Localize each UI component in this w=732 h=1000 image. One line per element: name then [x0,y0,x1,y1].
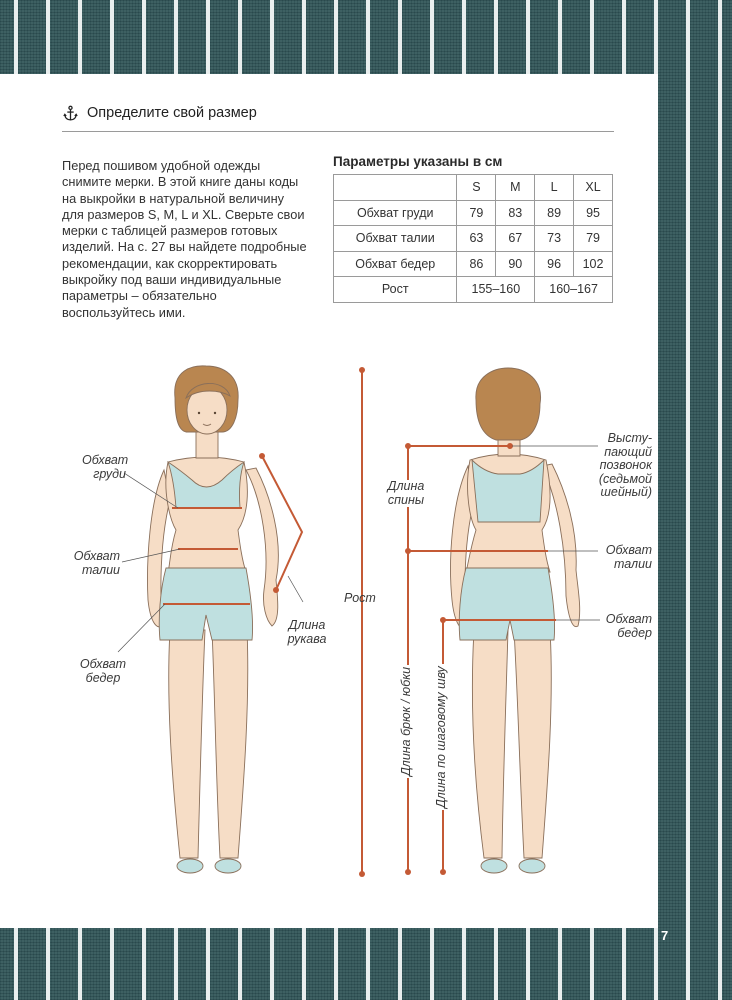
height-label: Рост [344,591,376,605]
hip-label [78,658,128,685]
back-waist-label [600,544,652,571]
row-label-waist: Обхват талии [334,226,457,252]
bust-label-line-2: груди [93,466,126,481]
section-title: Определите свой размер [87,105,257,121]
hip-label-line-1: Обхват [79,657,127,671]
table-cell: 73 [535,226,574,252]
size-table-title: Параметры указаны в см [333,154,503,169]
intro-paragraph: Перед пошивом удобной одежды снимите мерки. В этой книге даны коды на выкройки в натуральной величину для размеров S, M, L и XL. Сверьте свои мерки с таблицей размеров готовых изделий. На с. 27 вы найдете подробные рекомендации, как скорректировать выкройку под ваши индивидуальные параметры – обязательно воспользуйтесь ими. [62,158,307,320]
table-cell: 86 [457,251,496,277]
page-number: 7 [661,928,669,943]
row-label-hips: Обхват бедер [334,251,457,277]
row-label-height: Рост [334,277,457,303]
trousers-length-label: Длина брюк / юбки [399,666,413,776]
table-cell: 90 [496,251,535,277]
size-header-s: S [457,175,496,201]
table-cell: 79 [574,226,613,252]
back-length-label-line-1: Длина [387,479,425,493]
vertebra-label-line-1: Высту- [607,431,652,445]
back-waist-label-line-1: Обхват [605,543,652,557]
vertebra-label [596,432,652,500]
back-hip-label [600,613,652,640]
table-cell: 83 [496,200,535,226]
sleeve-label-line-1: Длина [288,618,326,632]
sleeve-label-line-2: рукава [287,631,327,646]
front-figure [148,366,279,873]
table-cell: 102 [574,251,613,277]
sleeve-label [284,619,330,646]
inseam-label: Длина по шаговому шву [434,666,448,808]
waist-label-line-1: Обхват [73,549,120,563]
middle-measure-lines [359,367,446,877]
table-cell: 95 [574,200,613,226]
table-cell: 79 [457,200,496,226]
waist-label [70,550,120,577]
table-cell-height-sm: 155–160 [457,277,535,303]
back-length-label [383,480,429,507]
hip-label-line-2: бедер [85,670,121,685]
table-cell: 89 [535,200,574,226]
vertebra-label-line-5: шейный) [600,485,652,499]
table-cell: 96 [535,251,574,277]
row-label-bust: Обхват груди [334,200,457,226]
vertebra-label-line-4: (седьмой [598,471,652,486]
size-header-xl: XL [574,175,613,201]
size-header-m: M [496,175,535,201]
size-header-l: L [535,175,574,201]
bust-label [82,453,129,481]
back-waist-label-line-2: талии [613,556,652,571]
bust-label-line-1: Обхват [82,453,129,467]
table-cell: 63 [457,226,496,252]
back-hip-label-line-1: Обхват [605,612,652,626]
table-cell-height-lxl: 160–167 [535,277,613,303]
vertebra-label-line-2: пающий [604,444,652,459]
table-cell: 67 [496,226,535,252]
back-hip-label-line-2: бедер [617,625,652,640]
back-length-label-line-2: спины [387,492,425,507]
waist-label-line-2: талии [81,562,120,577]
vertebra-label-line-3: позвонок [599,458,652,472]
